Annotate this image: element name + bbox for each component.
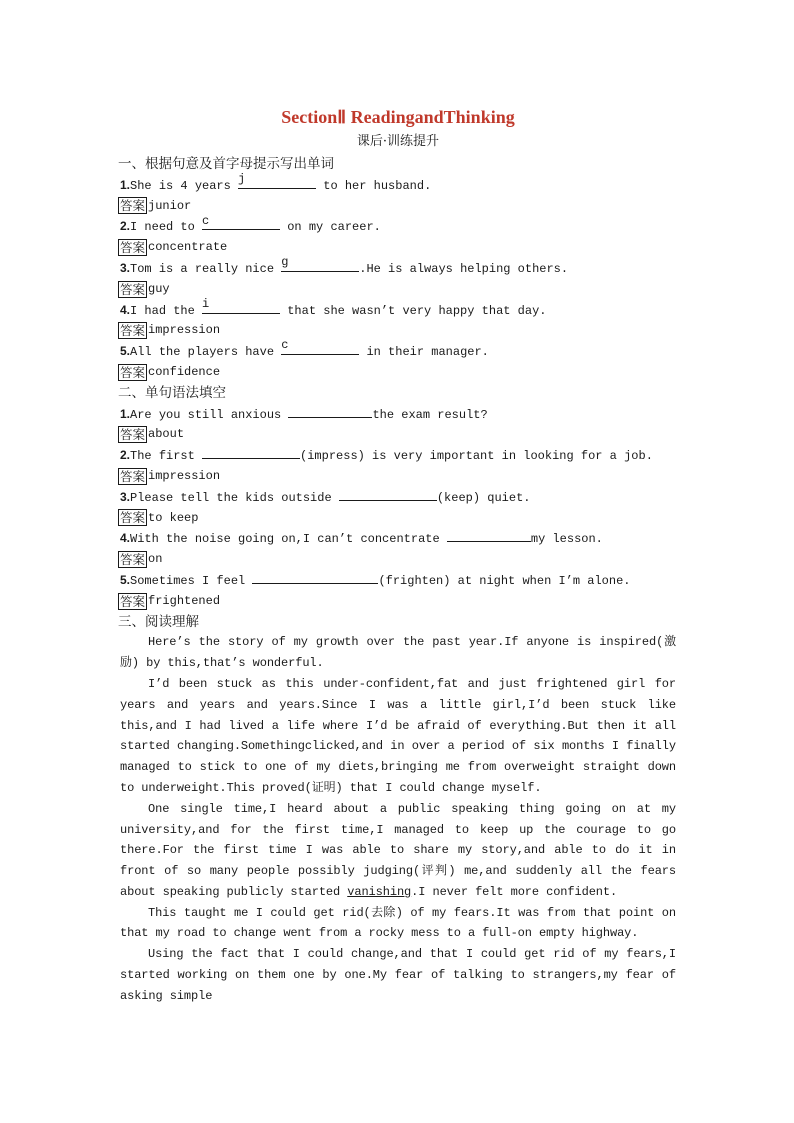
answer-label: 答案: [120, 364, 146, 380]
part2-answer-2: [120, 466, 676, 487]
question-number: 3.: [120, 489, 131, 504]
hint-letter: c: [202, 213, 210, 228]
question-number: 4.: [120, 531, 131, 546]
answer-text: concentrate: [148, 240, 228, 255]
answer-label: 答案: [120, 468, 146, 484]
fill-blank[interactable]: [339, 487, 437, 501]
question-text-before: She is 4 years: [130, 178, 239, 193]
passage-paragraph-4: This taught me I could get rid(去除) of my fears.It was from that point on that my road to change went from a rocky mess to a full-on empty highway.: [120, 905, 676, 941]
question-text-before: The first: [130, 449, 203, 464]
question-text-before: All the players have: [130, 345, 282, 360]
passage-paragraph-1: Here’s the story of my growth over the past year.If anyone is inspired(激励) by this,that’s wonderful.: [120, 635, 676, 671]
part1-answer-5: [120, 362, 676, 383]
question-number: 1.: [120, 177, 131, 192]
answer-text: junior: [148, 198, 192, 213]
part1-answer-4: [120, 320, 676, 341]
question-number: 2.: [120, 219, 131, 234]
question-text-before: Sometimes I feel: [130, 573, 253, 588]
fill-blank[interactable]: [238, 172, 316, 189]
underlined-word: vanishing: [347, 884, 412, 899]
part1-question-3: [120, 255, 676, 279]
part2-answer-3: [120, 508, 676, 529]
question-text-after: (keep) quiet.: [436, 490, 531, 505]
question-text-before: I had the: [130, 303, 203, 318]
question-number: 5.: [120, 344, 131, 359]
question-number: 5.: [120, 572, 131, 587]
hint-letter: g: [281, 255, 289, 270]
answer-label: 答案: [120, 198, 146, 214]
fill-blank[interactable]: [447, 528, 531, 542]
passage-paragraph-5: Using the fact that I could change,and that I could get rid of my fears,I started working on them one by one.My fear of talking to strangers,my fear of asking simple: [120, 947, 676, 1003]
part1-question-1: [120, 172, 676, 196]
part2-answer-1: [120, 424, 676, 445]
question-text-after: to her husband.: [316, 178, 432, 193]
worksheet-page: [120, 104, 676, 1007]
question-text-before: I need to: [130, 220, 203, 235]
question-text-after: the exam result?: [372, 407, 488, 422]
page-subtitle: 课后·训练提升: [356, 134, 440, 149]
question-text-after: (impress) is very important in looking for a job.: [300, 449, 653, 464]
answer-label: 答案: [120, 593, 146, 609]
part2-question-3: [120, 487, 676, 508]
fill-blank[interactable]: [281, 338, 359, 355]
question-text-before: Tom is a really nice: [130, 261, 282, 276]
answer-text: to keep: [148, 510, 199, 525]
question-text-after: that she wasn’t very happy that day.: [280, 303, 547, 318]
passage-paragraph-2: I’d been stuck as this under-confident,fat and just frightened girl for years and years and years.Since I was a little girl,I’d been stuck like this,and I had lived a life where I’d be afraid of everything.But then it all started changing.Somethingclicked,and in over a period of six months I finally managed to stick to one of my diets,bringing me from overweight straight down to underweight.This proved(证明) that I could change myself.: [120, 676, 676, 795]
question-text-after: .He is always helping others.: [359, 261, 569, 276]
part2-answer-5: [120, 591, 676, 612]
part2-question-2: [120, 445, 676, 466]
answer-label: 答案: [120, 323, 146, 339]
question-text-before: Are you still anxious: [130, 407, 289, 422]
part2-question-1: [120, 404, 676, 425]
fill-blank[interactable]: [202, 445, 300, 459]
question-text-after: on my career.: [280, 220, 381, 235]
part1-question-2: [120, 213, 676, 237]
answer-label: 答案: [120, 281, 146, 297]
hint-letter: i: [202, 296, 210, 311]
fill-blank[interactable]: [281, 255, 359, 272]
answer-label: 答案: [120, 510, 146, 526]
page-title: SectionⅡ ReadingandThinking: [281, 107, 515, 127]
question-number: 3.: [120, 260, 131, 275]
part2-question-4: [120, 528, 676, 549]
part3-heading: 三、阅读理解: [118, 613, 199, 630]
question-text-after: my lesson.: [530, 532, 603, 547]
fill-blank[interactable]: [202, 213, 280, 230]
answer-text: guy: [148, 281, 170, 296]
answer-text: frightened: [148, 593, 221, 608]
question-number: 4.: [120, 302, 131, 317]
answer-label: 答案: [120, 552, 146, 568]
paragraph-text: .I never felt more confident.: [411, 884, 618, 899]
reading-passage: [120, 632, 676, 1006]
question-text-after: (frighten) at night when I’m alone.: [378, 573, 631, 588]
question-text-after: in their manager.: [359, 345, 489, 360]
answer-label: 答案: [120, 427, 146, 443]
part1-heading: 一、根据句意及首字母提示写出单词: [118, 156, 334, 172]
part1-question-4: [120, 296, 676, 321]
answer-text: impression: [148, 468, 221, 483]
part1-answer-2: [120, 237, 676, 258]
question-number: 2.: [120, 448, 131, 463]
answer-text: impression: [148, 323, 221, 338]
part2-answer-4: [120, 549, 676, 570]
paragraph-text: One single time,I heard about a public speaking thing going on at my university,and for the first time,I managed to keep up the courage to go there.For the first time I was able to share my story,and able to do it in front of so many people possibly judging(评判) me,and suddenly all the fears about speaking publicly started: [120, 801, 676, 899]
question-text-before: Please tell the kids outside: [130, 490, 339, 505]
part2-heading: 二、单句语法填空: [118, 384, 226, 401]
hint-letter: c: [281, 338, 289, 353]
question-text-before: With the noise going on,I can’t concentrate: [130, 532, 447, 547]
question-number: 1.: [120, 406, 131, 421]
part2-question-5: [120, 570, 676, 591]
fill-blank[interactable]: [202, 296, 280, 314]
answer-text: confidence: [148, 364, 221, 379]
answer-text: about: [148, 427, 185, 442]
answer-text: on: [148, 552, 163, 567]
answer-label: 答案: [120, 240, 146, 256]
fill-blank[interactable]: [252, 570, 378, 584]
part1-question-5: [120, 338, 676, 362]
fill-blank[interactable]: [288, 404, 372, 418]
passage-paragraph-3: [120, 799, 676, 903]
hint-letter: j: [238, 172, 246, 186]
